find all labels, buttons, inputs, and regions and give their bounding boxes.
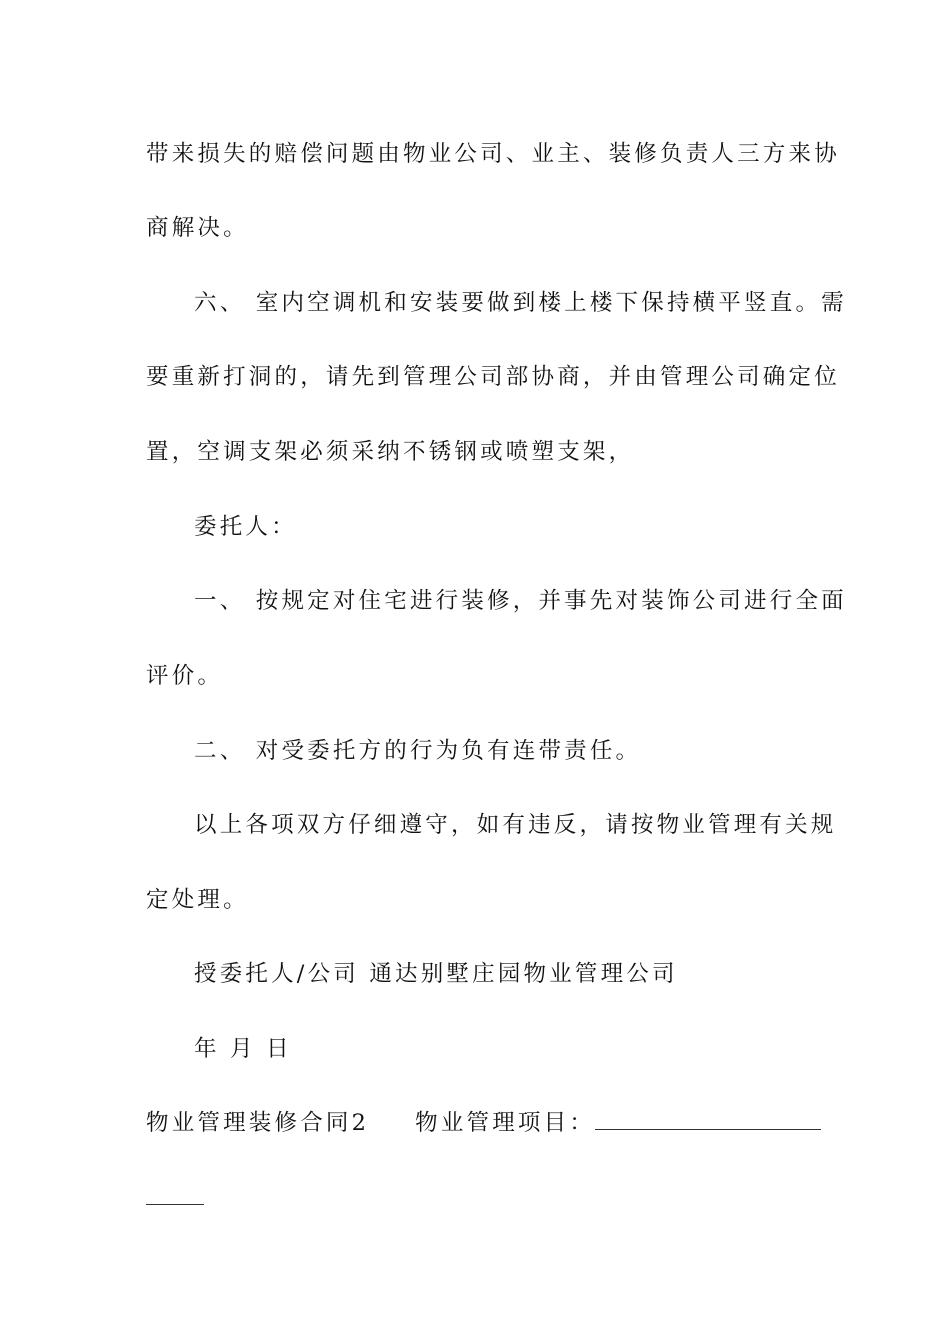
paragraph-line: 要重新打洞的，请先到管理公司部协商，并由管理公司确定位 — [146, 364, 840, 390]
paragraph-line: 六、 室内空调机和安装要做到楼上楼下保持横平竖直。需 — [194, 290, 847, 316]
paragraph-line: 定处理。 — [146, 887, 249, 913]
project-field-label: 物业管理项目： — [415, 1110, 596, 1136]
blank-continuation-line — [146, 1182, 826, 1214]
paragraph-line: 评价。 — [146, 663, 224, 689]
contract2-title: 物业管理装修合同2 — [146, 1110, 370, 1136]
date-line: 年 月 日 — [194, 1036, 292, 1062]
contract2-heading-line — [146, 1107, 826, 1139]
project-blank-underline — [595, 1107, 821, 1130]
paragraph-line: 委托人： — [194, 514, 297, 540]
project-blank-underline-cont — [146, 1182, 204, 1205]
paragraph-line: 商解决。 — [146, 215, 249, 241]
paragraph-line: 置，空调支架必须采纳不锈钢或喷塑支架， — [146, 439, 635, 465]
paragraph-line: 以上各项双方仔细遵守，如有违反，请按物业管理有关规 — [194, 812, 837, 838]
paragraph-line: 二、 对受委托方的行为负有连带责任。 — [194, 738, 642, 764]
paragraph-line: 一、 按规定对住宅进行装修，并事先对装饰公司进行全面 — [194, 588, 847, 614]
paragraph-line: 带来损失的赔偿问题由物业公司、业主、装修负责人三方来协 — [146, 141, 840, 167]
paragraph-line: 授委托人/公司 通达别墅庄园物业管理公司 — [194, 961, 678, 987]
